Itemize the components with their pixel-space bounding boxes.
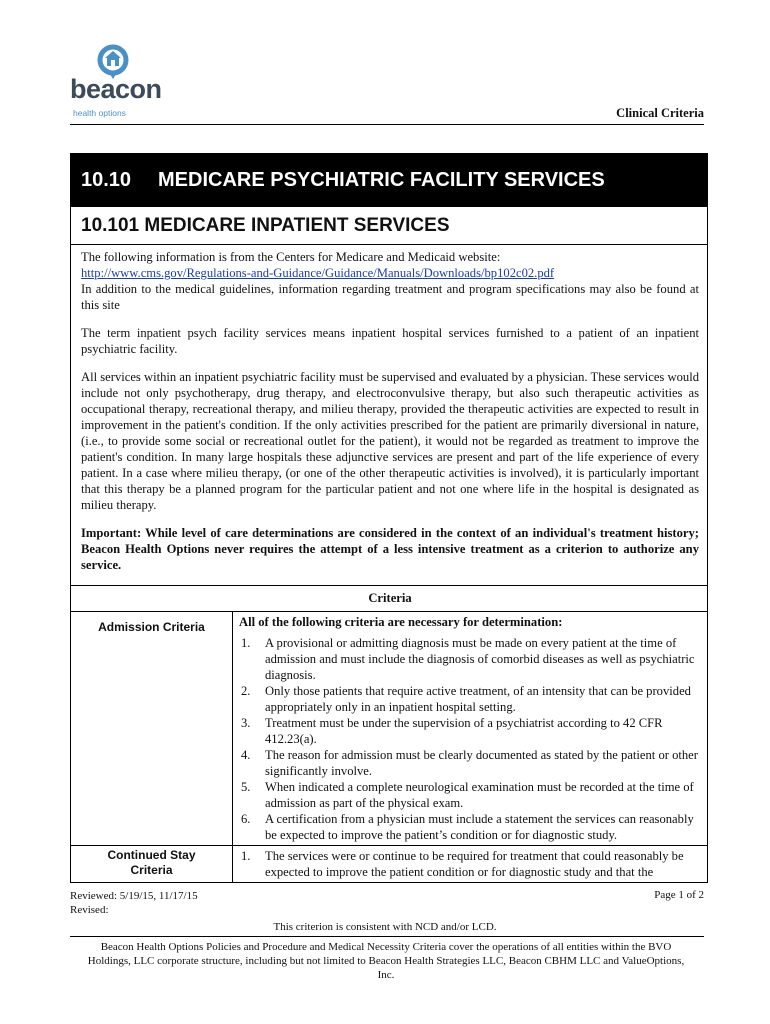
cms-manual-link[interactable]: http://www.cms.gov/Regulations-and-Guidance/Guidance/Manuals/Downloads/bp102c02.pdf [81, 266, 555, 280]
reviewed-date: Reviewed: 5/19/15, 11/17/15 [70, 890, 198, 902]
admission-list [239, 635, 703, 843]
list-item: 6. A certification from a physician must include a statement the services can reasonably be expected to improve the patient’s condition or for diagnostic study. [241, 812, 694, 842]
intro-text: The following information is from the Centers for Medicare and Medicaid website: [81, 250, 501, 264]
services-paragraph: All services within an inpatient psychiatric facility must be supervised and evaluated by a physician. These services would include not only psychotherapy, drug therapy, and electroconvulsive therapy, but also such therapeutic activities as occupational therapy, recreational therapy, and milieu therapy, provided the therapeutic activities are expected to result in improvement in the patient's condition. If the only activities prescribed for the patient are primarily diversional in nature, (i.e., to provide some social or recreational outlet for the patient), it would not be regarded as treatment to improve the patient's condition. In many large hospitals these adjunctive services are present and part of the life experience of every patient. In a case where milieu therapy, (or one of the other therapeutic activities is involved), it is particularly important that this therapy be a planned program for the particular patient and not one where life in the hospital is designated as milieu therapy. [81, 370, 699, 512]
header-label: Clinical Criteria [616, 106, 704, 120]
admission-criteria-row [71, 612, 708, 846]
continued-stay-row [71, 846, 708, 882]
admission-lead: All of the following criteria are necessary for determination: [239, 615, 563, 629]
footer-divider [70, 936, 704, 937]
section-title: MEDICARE PSYCHIATRIC FACILITY SERVICES [158, 169, 605, 191]
definition-paragraph: The term inpatient psych facility services means inpatient hospital services furnished to a patient of an inpatient psychiatric facility. [81, 326, 699, 356]
section-number: 10.10 [81, 169, 132, 191]
continued-stay-label: Continued Stay Criteria [71, 846, 233, 882]
ncd-lcd-note: This criterion is consistent with NCD and/or LCD. [273, 921, 497, 933]
admission-criteria-label: Admission Criteria [71, 612, 233, 845]
logo-wordmark: beacon [70, 74, 162, 104]
review-dates [70, 889, 198, 917]
body-text [71, 245, 707, 573]
continued-stay-list [239, 848, 703, 880]
important-note: Important: While level of care determinations are considered in the context of an individual's treatment history; Beacon Health Options never requires the attempt of a less intensive treatment as a criterion to authorize any service. [81, 526, 699, 572]
subsection-title: 10.101 MEDICARE INPATIENT SERVICES [71, 207, 707, 245]
list-item: 1. The services were or continue to be required for treatment that could reasonably be expected to improve the patient condition or for diagnostic study and that the [241, 849, 684, 879]
section-title-bar [71, 154, 707, 207]
header-divider [70, 124, 704, 125]
criteria-document [70, 153, 708, 883]
criteria-table [71, 585, 708, 882]
logo-tagline: health options [73, 108, 126, 118]
list-item: 2. Only those patients that require active treatment, of an intensity that can be provided appropriately only in an inpatient hospital setting. [241, 684, 691, 714]
beacon-logo [70, 44, 170, 122]
footer-disclaimer: Beacon Health Options Policies and Procedure and Medical Necessity Criteria cover the operations of all entities within the BVO Holdings, LLC corporate structure, including but not limited to Beacon Health Strategies LLC, Beacon CBHM LLC and ValueOptions, Inc. [87, 941, 685, 981]
criteria-heading: Criteria [71, 586, 708, 612]
list-item: 1. A provisional or admitting diagnosis must be made on every patient at the time of admission and must include the diagnosis of comorbid diseases as well as psychiatric diagnosis. [241, 636, 695, 682]
page-number: Page 1 of 2 [654, 889, 704, 901]
list-item: 4. The reason for admission must be clearly documented as stated by the patient or other significantly involve. [241, 748, 698, 778]
list-item: 5. When indicated a complete neurological examination must be recorded at the time of admission as part of the physical exam. [241, 780, 694, 810]
intro-text-2: In addition to the medical guidelines, information regarding treatment and program specifications may also be found at this site [81, 282, 699, 312]
list-item: 3. Treatment must be under the supervision of a psychiatrist according to 42 CFR 412.23(a). [241, 716, 663, 746]
revised-date: Revised: [70, 904, 109, 916]
